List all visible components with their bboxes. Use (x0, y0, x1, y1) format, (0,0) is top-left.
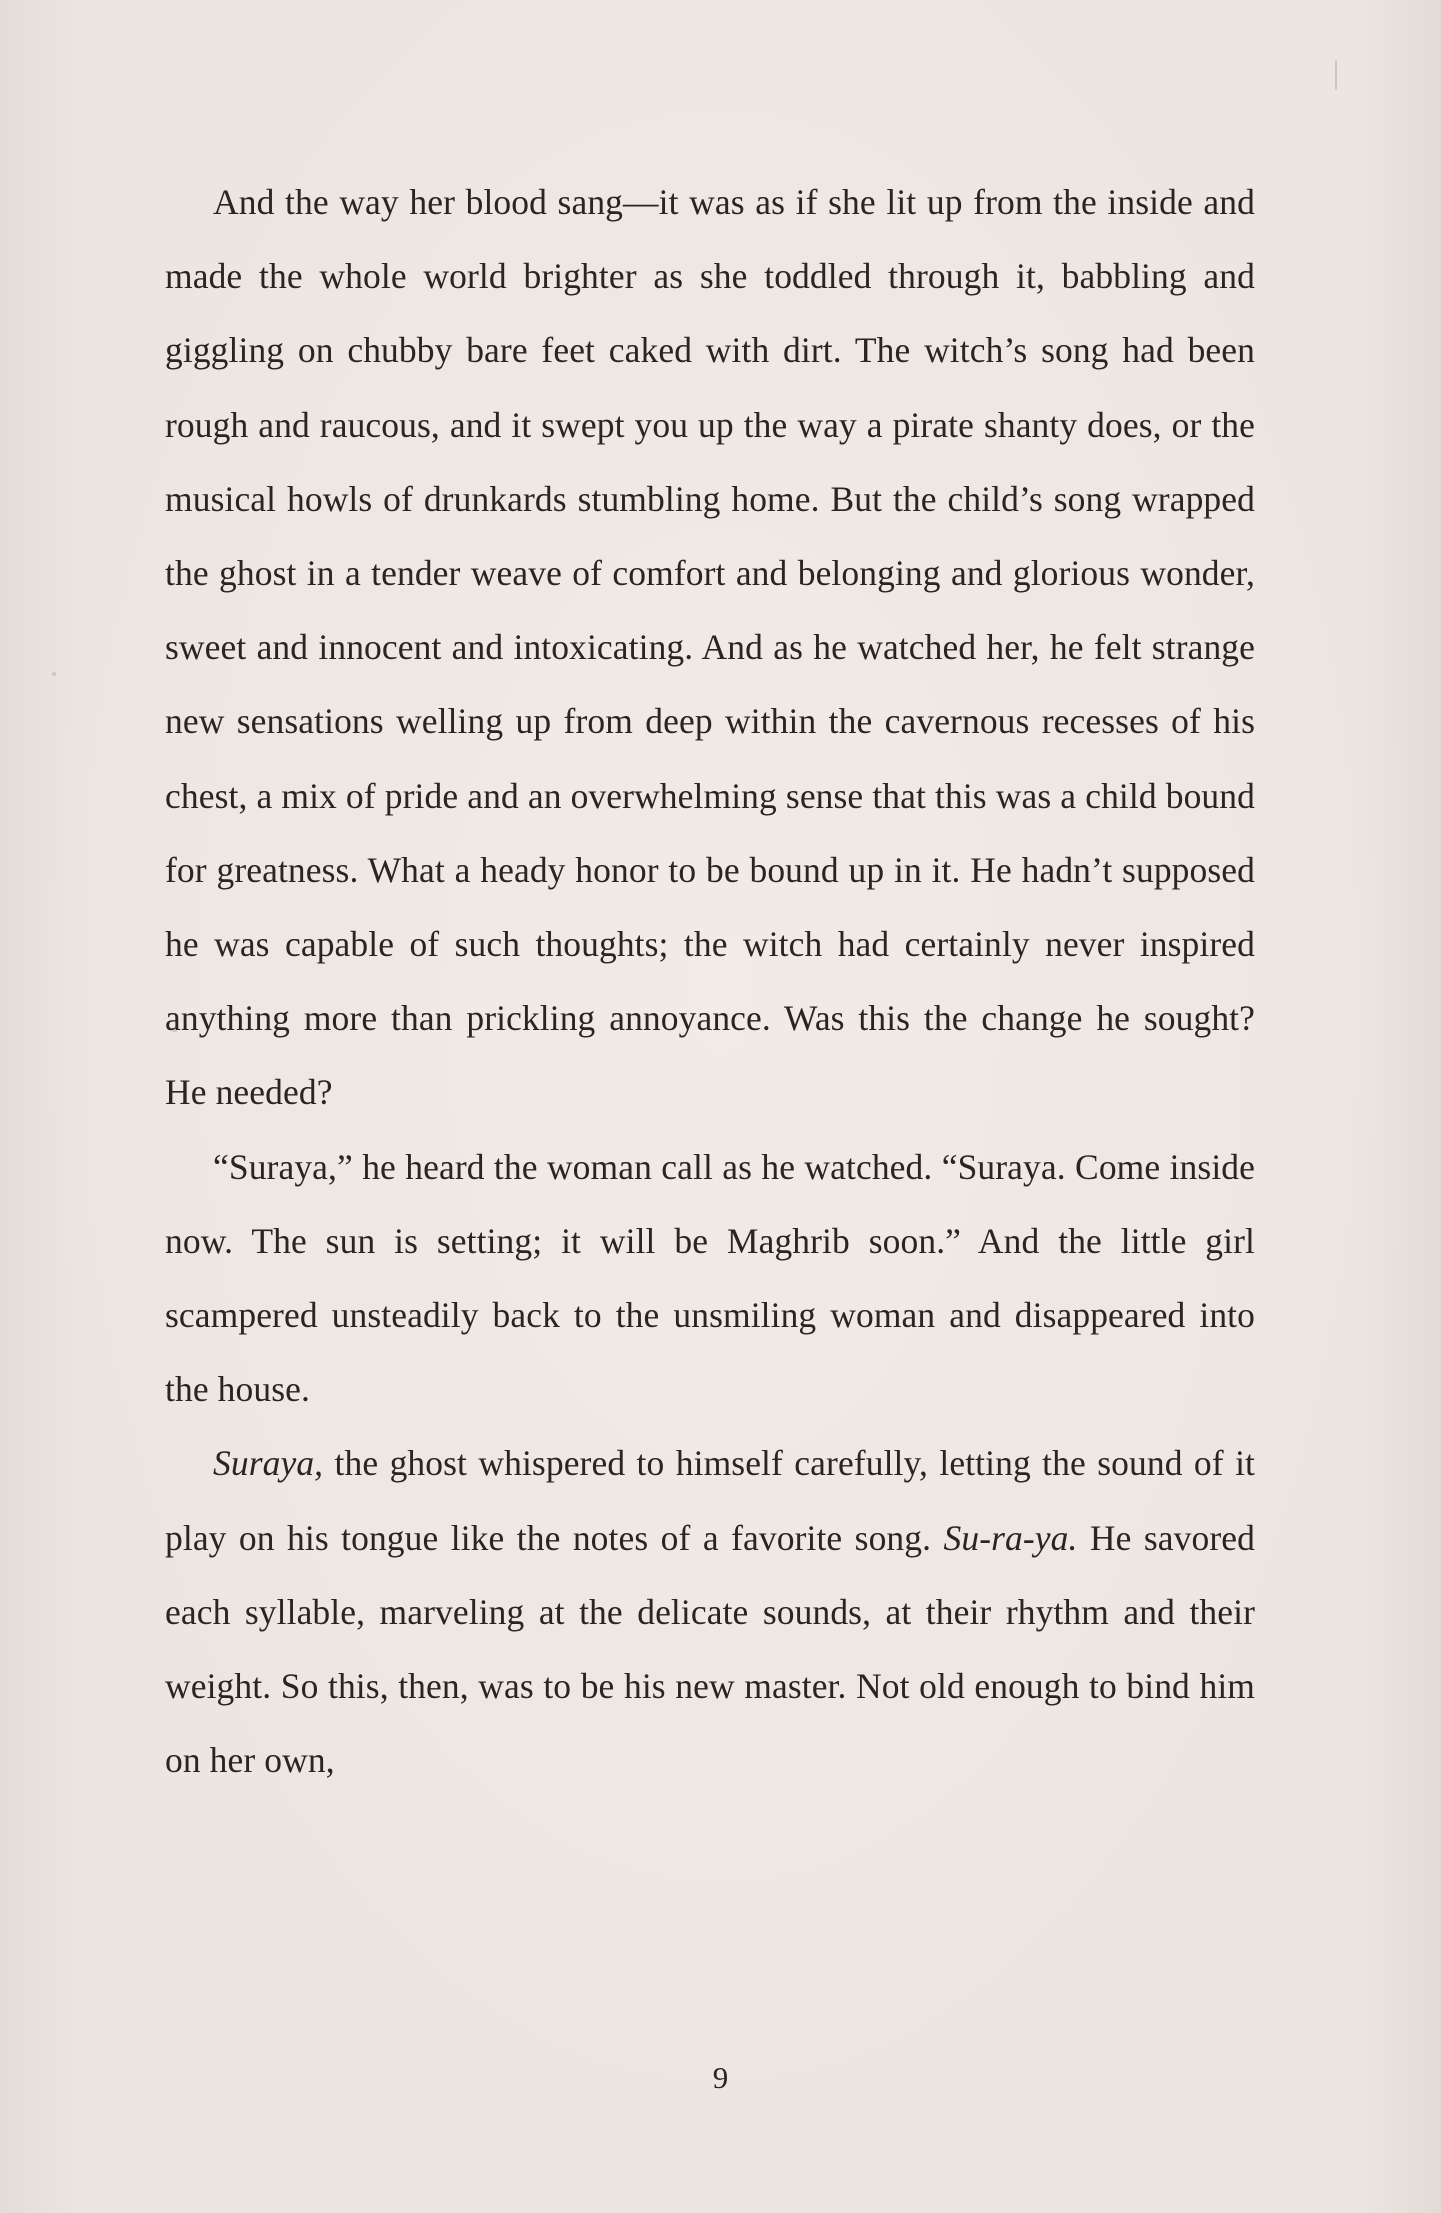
paragraph-3-italic-name: Suraya, (213, 1443, 324, 1484)
paragraph-2 (165, 1130, 1255, 1427)
paragraph-3 (165, 1426, 1255, 1797)
paragraph-3-text-b: He savored each syllable, marveling at the delicate sounds, at their rhythm and their weight. So this, then, was to be his new master. Not old enough to bind him on her own, (165, 1517, 1255, 1781)
paragraph-1-text: And the way her blood sang—it was as if she lit up from the inside and made the whole world brighter as she toddled through it, babbling and giggling on chubby bare feet caked with dirt. The witch’s song had been rough and raucous, and it swept you up the way a pirate shanty does, or the musical howls of drunkards stumbling home. But the child’s song wrapped the ghost in a tender weave of comfort and belonging and glorious wonder, sweet and innocent and intoxicating. And as he watched her, he felt strange new sensations welling up from deep within the cavernous recesses of his chest, a mix of pride and an overwhelming sense that this was a child bound for greatness. What a heady honor to be bound up in it. He hadn’t supposed he was capable of such thoughts; the witch had certainly never inspired anything more than prickling annoyance. Was this the change he sought? He needed? (165, 182, 1255, 1113)
paper-speck (52, 672, 56, 676)
paragraph-3-text-a: the ghost whispered to himself carefully, letting the sound of it play on his tongue like the notes of a favorite song. (165, 1443, 1255, 1558)
body-text (165, 165, 1255, 1797)
paragraph-1 (165, 165, 1255, 1130)
paragraph-3-italic-syllables: Su-ra-ya. (943, 1517, 1078, 1558)
paper-speck (1335, 60, 1337, 90)
paragraph-2-text: “Suraya,” he heard the woman call as he watched. “Suraya. Come inside now. The sun is setting; it will be Maghrib soon.” And the little girl scampered unsteadily back to the unsmiling woman and disappeared into the house. (165, 1146, 1255, 1410)
page-number: 9 (712, 2060, 729, 2095)
